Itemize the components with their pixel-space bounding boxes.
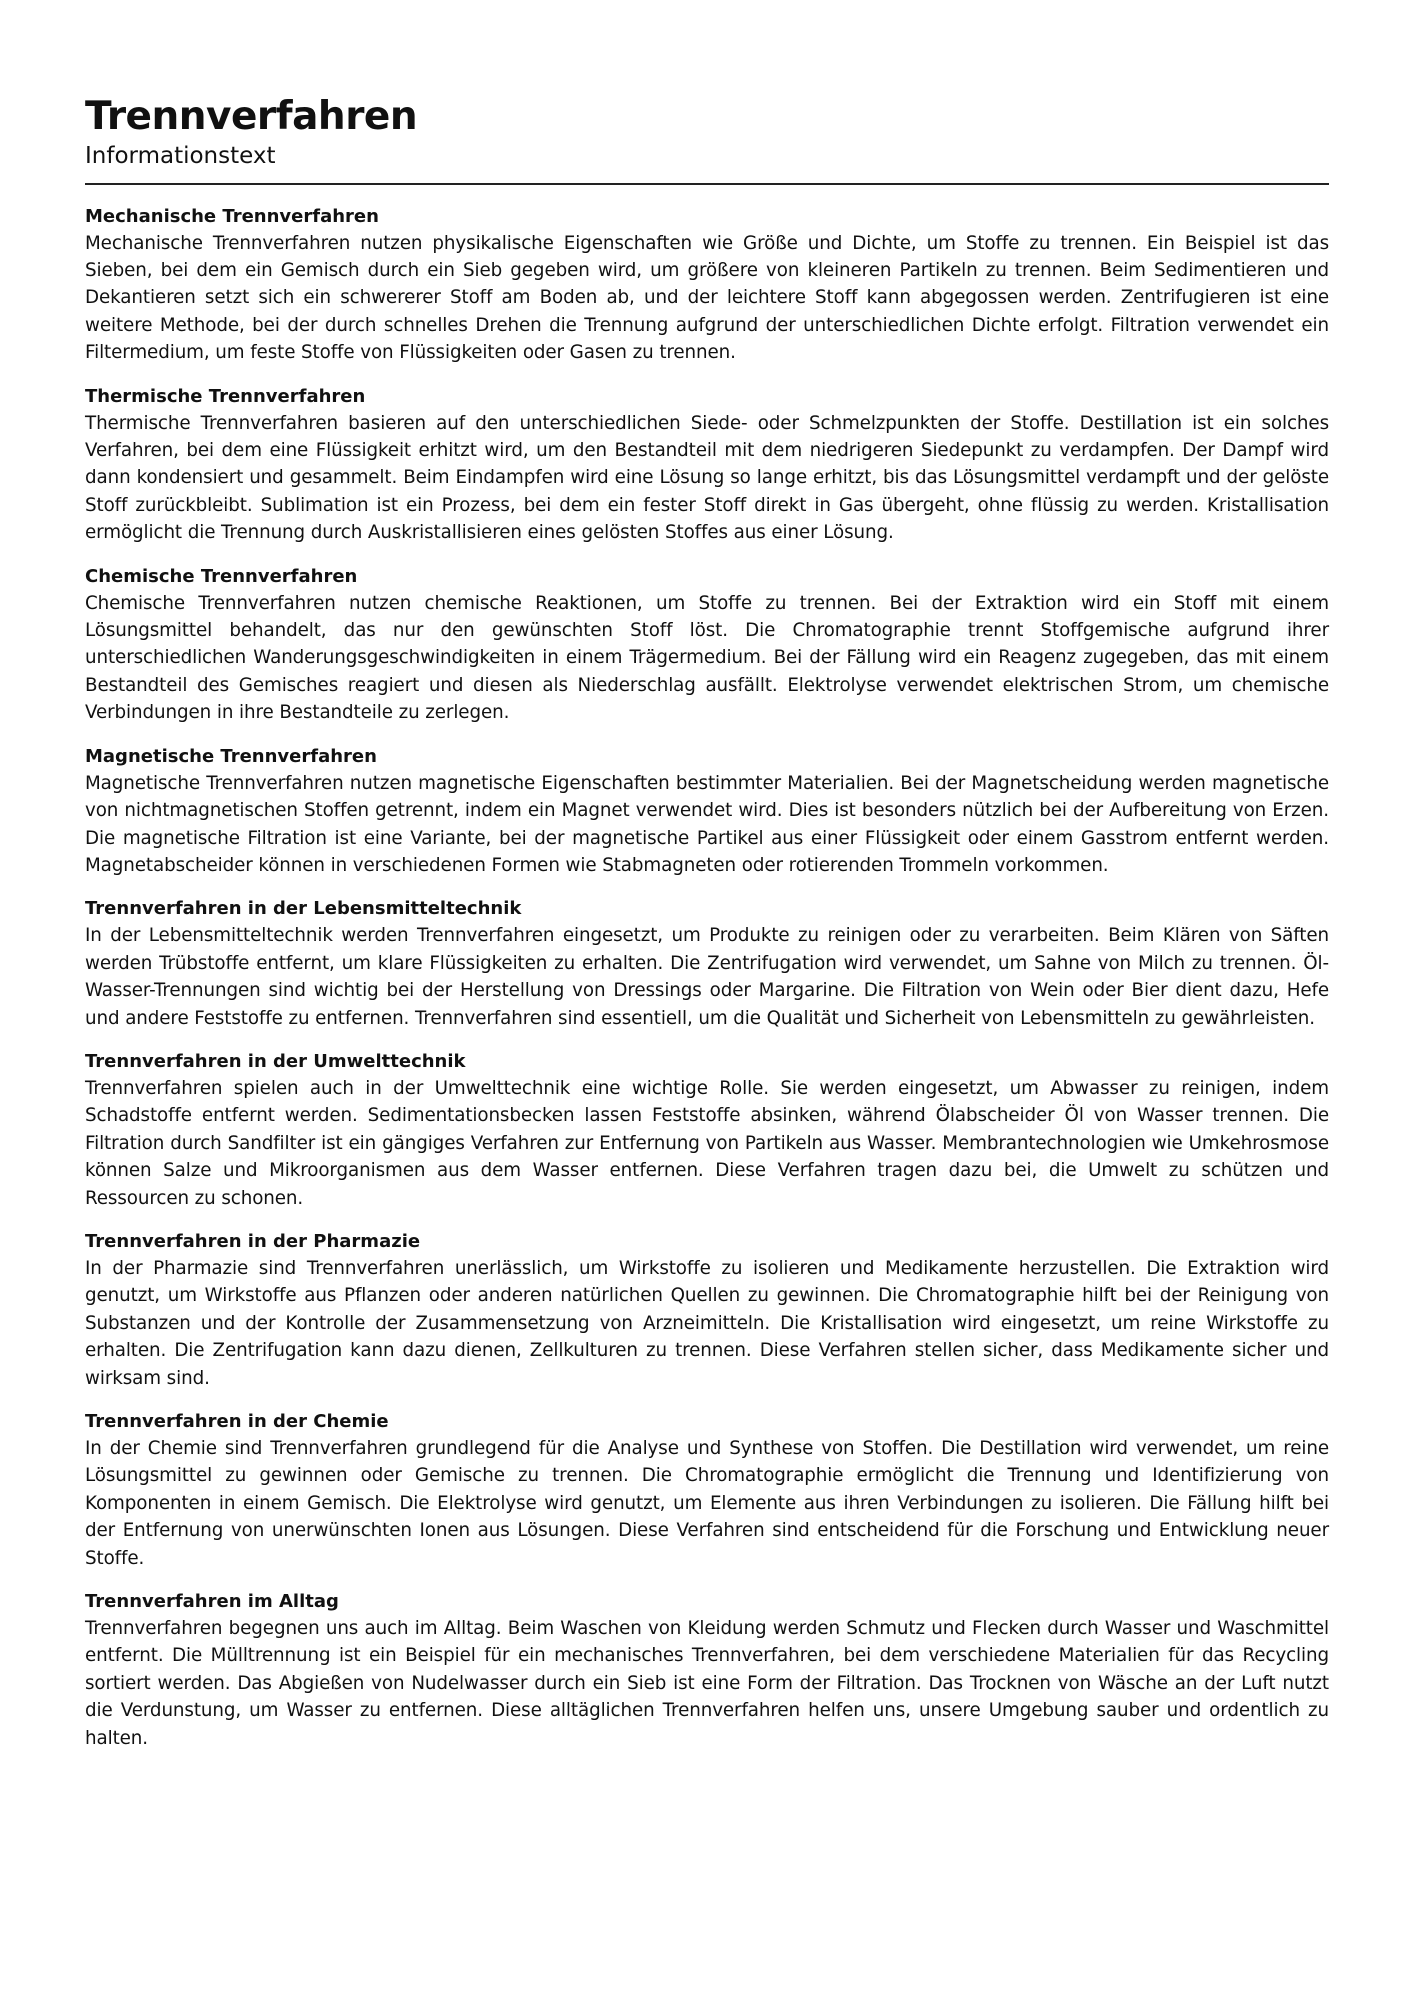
- section-heading: Trennverfahren in der Chemie: [85, 1411, 389, 1432]
- section-lebensmitteltechnik: [85, 895, 1329, 1032]
- section-text: Chemische Trennverfahren nutzen chemische Reaktionen, um Stoffe zu trennen. Bei der Extraktion wird ein Stoff mit einem Lösungsmittel behandelt, das nur den gewünschten Stoff löst. Die Chromatographie trennt Stoffgemische aufgrund ihrer unterschiedlichen Wanderungsgeschwindigkeiten in einem Trägermedium. Bei der Fällung wird ein Reagenz zugegeben, das mit einem Bestandteil des Gemisches reagiert und diesen als Niederschlag ausfällt. Elektrolyse verwendet elektrischen Strom, um chemische Verbindungen in ihre Bestandteile zu zerlegen.: [85, 592, 1329, 724]
- title-divider: [85, 183, 1329, 185]
- section-thermische: [85, 383, 1329, 547]
- section-heading: Trennverfahren in der Pharmazie: [85, 1230, 421, 1252]
- document-page: [85, 95, 1329, 1768]
- section-text: Trennverfahren begegnen uns auch im Alltag. Beim Waschen von Kleidung werden Schmutz und Flecken durch Wasser und Waschmittel entfernt. Die Mülltrennung ist ein Beispiel für ein mechanisches Trennverfahren, bei dem verschiedene Materialien für das Recycling sortiert werden. Das Abgießen von Nudelwasser durch ein Sieb ist eine Form der Filtration. Das Trocknen von Wäsche an der Luft nutzt die Verdunstung, um Wasser zu entfernen. Diese alltäglichen Trennverfahren helfen uns, unsere Umgebung sauber und ordentlich zu halten.: [85, 1618, 1329, 1749]
- section-mechanische: [85, 203, 1329, 367]
- section-text: In der Chemie sind Trennverfahren grundlegend für die Analyse und Synthese von Stoffen. Die Destillation wird verwendet, um reine Lösungsmittel zu gewinnen oder Gemische zu trennen. Die Chromatographie ermöglicht die Trennung und Identifizierung von Komponenten in einem Gemisch. Die Elektrolyse wird genutzt, um Elemente aus ihren Verbindungen zu isolieren. Die Fällung hilft bei der Entfernung von unerwünschten Ionen aus Lösungen. Diese Verfahren sind entscheidend für die Forschung und Entwicklung neuer Stoffe.: [85, 1438, 1329, 1569]
- section-umwelttechnik: [85, 1048, 1329, 1212]
- section-heading: Trennverfahren in der Lebensmitteltechnik: [85, 898, 522, 920]
- section-text: Magnetische Trennverfahren nutzen magnetische Eigenschaften bestimmter Materialien. Bei der Magnetscheidung werden magnetische von nichtmagnetischen Stoffen getrennt, indem ein Magnet verwendet wird. Dies ist besonders nützlich bei der Aufbereitung von Erzen. Die magnetische Filtration ist eine Variante, bei der magnetische Partikel aus einer Flüssigkeit oder einem Gasstrom entfernt werden. Magnetabscheider können in verschiedenen Formen wie Stabmagneten oder rotierenden Trommeln vorkommen.: [85, 772, 1329, 876]
- section-alltag: [85, 1588, 1329, 1752]
- section-text: Trennverfahren spielen auch in der Umwelttechnik eine wichtige Rolle. Sie werden eingesetzt, um Abwasser zu reinigen, indem Schadstoffe entfernt werden. Sedimentationsbecken lassen Feststoffe absinken, während Ölabscheider Öl von Wasser trennen. Die Filtration durch Sandfilter ist ein gängiges Verfahren zur Entfernung von Partikeln aus Wasser. Membrantechnologien wie Umkehrosmose können Salze und Mikroorganismen aus dem Wasser entfernen. Diese Verfahren tragen dazu bei, die Umwelt zu schützen und Ressourcen zu schonen.: [85, 1077, 1329, 1209]
- page-title: Trennverfahren: [85, 94, 418, 139]
- sections-container: [85, 203, 1329, 1752]
- page-subtitle: Informationstext: [85, 142, 276, 169]
- section-heading: Trennverfahren im Alltag: [85, 1591, 339, 1613]
- section-heading: Chemische Trennverfahren: [85, 565, 358, 587]
- section-magnetische: [85, 743, 1329, 880]
- section-text: Thermische Trennverfahren basieren auf den unterschiedlichen Siede- oder Schmelzpunkten der Stoffe. Destillation ist ein solches Verfahren, bei dem eine Flüssigkeit erhitzt wird, um den Bestandteil mit dem niedrigeren Siedepunkt zu verdampfen. Der Dampf wird dann kondensiert und gesammelt. Beim Eindampfen wird eine Lösung so lange erhitzt, bis das Lösungsmittel verdampft und der gelöste Stoff zurückbleibt. Sublimation ist ein Prozess, bei dem ein fester Stoff direkt in Gas übergeht, ohne flüssig zu werden. Kristallisation ermöglicht die Trennung durch Auskristallisieren eines gelösten Stoffes aus einer Lösung.: [85, 412, 1329, 544]
- section-text: In der Pharmazie sind Trennverfahren unerlässlich, um Wirkstoffe zu isolieren und Medikamente herzustellen. Die Extraktion wird genutzt, um Wirkstoffe aus Pflanzen oder anderen natürlichen Quellen zu gewinnen. Die Chromatographie hilft bei der Reinigung von Substanzen und der Kontrolle der Zusammensetzung von Arzneimitteln. Die Kristallisation wird eingesetzt, um reine Wirkstoffe zu erhalten. Die Zentrifugation kann dazu dienen, Zellkulturen zu trennen. Diese Verfahren stellen sicher, dass Medikamente sicher und wirksam sind.: [85, 1257, 1329, 1389]
- section-text: In der Lebensmitteltechnik werden Trennverfahren eingesetzt, um Produkte zu reinigen oder zu verarbeiten. Beim Klären von Säften werden Trübstoffe entfernt, um klare Flüssigkeiten zu erhalten. Die Zentrifugation wird verwendet, um Sahne von Milch zu trennen. Öl-Wasser-Trennungen sind wichtig bei der Herstellung von Dressings oder Margarine. Die Filtration von Wein oder Bier dient dazu, Hefe und andere Feststoffe zu entfernen. Trennverfahren sind essentiell, um die Qualität und Sicherheit von Lebensmitteln zu gewährleisten.: [85, 925, 1329, 1029]
- section-text: Mechanische Trennverfahren nutzen physikalische Eigenschaften wie Größe und Dichte, um Stoffe zu trennen. Ein Beispiel ist das Sieben, bei dem ein Gemisch durch ein Sieb gegeben wird, um größere von kleineren Partikeln zu trennen. Beim Sedimentieren und Dekantieren setzt sich ein schwererer Stoff am Boden ab, und der leichtere Stoff kann abgegossen werden. Zentrifugieren ist eine weitere Methode, bei der durch schnelles Drehen die Trennung aufgrund der unterschiedlichen Dichte erfolgt. Filtration verwendet ein Filtermedium, um feste Stoffe von Flüssigkeiten oder Gasen zu trennen.: [85, 232, 1329, 364]
- section-chemie: [85, 1408, 1329, 1572]
- section-heading: Trennverfahren in der Umwelttechnik: [85, 1050, 466, 1072]
- section-chemische: [85, 563, 1329, 727]
- section-pharmazie: [85, 1228, 1329, 1392]
- section-heading: Magnetische Trennverfahren: [85, 745, 377, 767]
- section-heading: Mechanische Trennverfahren: [85, 205, 379, 227]
- section-heading: Thermische Trennverfahren: [85, 385, 366, 407]
